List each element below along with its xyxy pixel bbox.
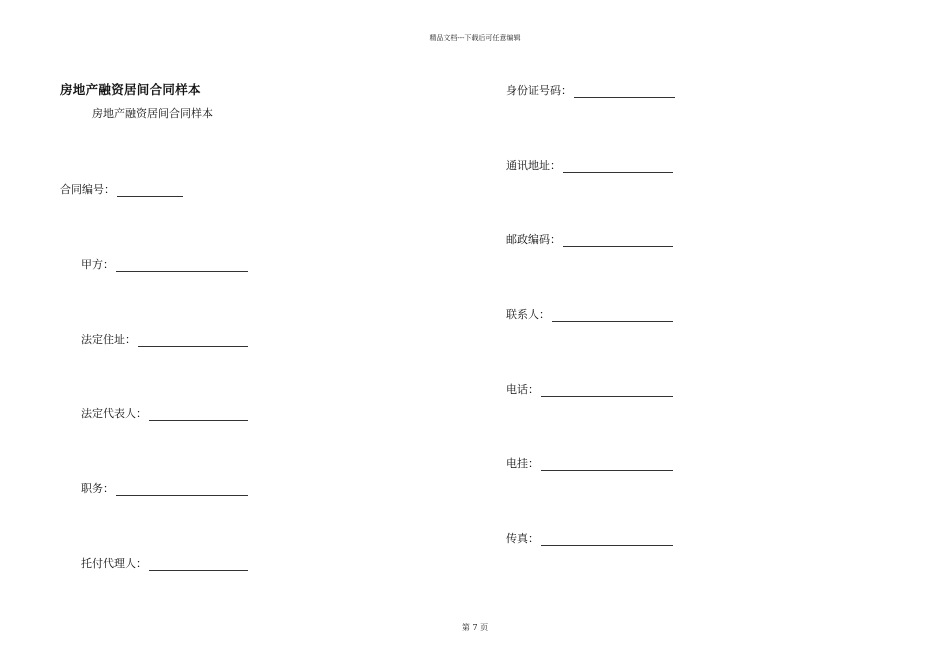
blank-line (117, 187, 183, 197)
id-number-field (506, 82, 675, 98)
mailing-address-field (506, 157, 673, 173)
field-label: 甲方： (81, 258, 114, 271)
blank-line (541, 536, 673, 546)
blank-line (541, 461, 673, 471)
blank-line (149, 411, 248, 421)
field-label: 联系人： (506, 308, 550, 321)
authorized-agent-field (81, 555, 248, 571)
blank-line (116, 486, 248, 496)
fax-field (506, 530, 673, 546)
contact-person-field (506, 306, 673, 322)
field-label: 法定代表人： (81, 407, 147, 420)
blank-line (563, 237, 673, 247)
phone-field (506, 381, 673, 397)
field-label: 合同编号： (60, 183, 115, 196)
document-title: 房地产融资居间合同样本 (60, 82, 201, 97)
position-field (81, 480, 248, 496)
document-subtitle: 房地产融资居间合同样本 (92, 107, 213, 120)
field-label: 法定住址： (81, 333, 136, 346)
page-number: 第 7 页 (461, 623, 489, 632)
blank-line (149, 561, 248, 571)
field-label: 传真： (506, 532, 539, 545)
legal-representative-field (81, 405, 248, 421)
contract-number-field (60, 181, 183, 197)
party-a-field (81, 256, 248, 272)
blank-line (552, 312, 673, 322)
postal-code-field (506, 231, 673, 247)
field-label: 邮政编码： (506, 233, 561, 246)
legal-address-field (81, 331, 248, 347)
blank-line (116, 262, 248, 272)
field-label: 职务： (81, 482, 114, 495)
page-header: 精品文档---下载后可任意编辑 (429, 34, 521, 42)
telegraph-field (506, 455, 673, 471)
field-label: 身份证号码： (506, 84, 572, 97)
blank-line (541, 387, 673, 397)
blank-line (138, 337, 248, 347)
blank-line (574, 88, 675, 98)
field-label: 电挂： (506, 457, 539, 470)
field-label: 通讯地址： (506, 159, 561, 172)
field-label: 托付代理人： (81, 557, 147, 570)
field-label: 电话： (506, 383, 539, 396)
blank-line (563, 163, 673, 173)
